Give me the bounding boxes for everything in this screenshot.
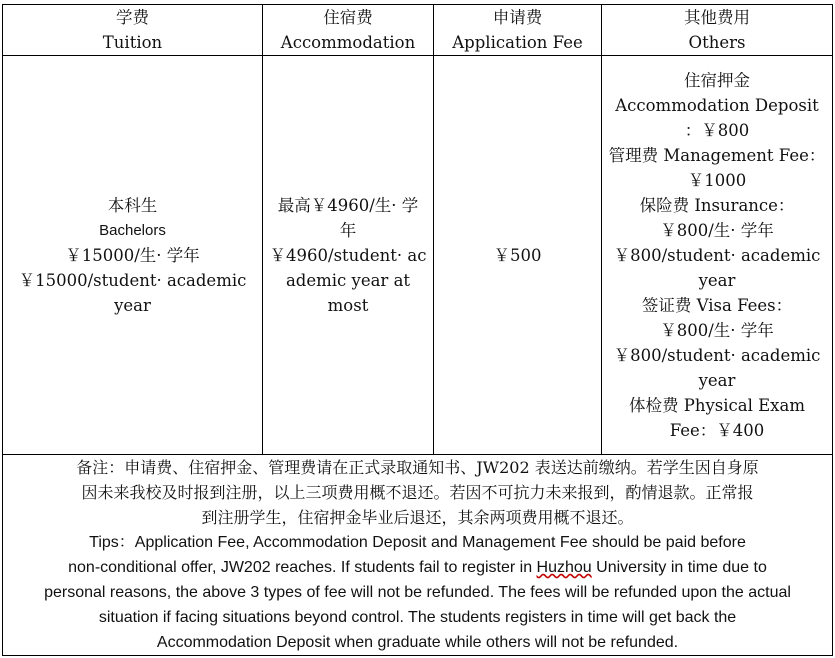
- header-accommodation-cn: 住宿费: [323, 8, 373, 27]
- others-line-10: 签证费 Visa Fees：: [641, 295, 793, 315]
- header-others-cn: 其他费用: [684, 8, 750, 27]
- application-fee-amount: ￥500: [493, 245, 542, 265]
- fee-row: [3, 56, 833, 455]
- note-en-line-4: situation if facing situations beyond control. The students registers in time will get back the: [98, 609, 737, 626]
- header-application-en: Application Fee: [452, 33, 583, 52]
- tuition-level-en: Bachelors: [99, 221, 166, 239]
- tuition-cell: [3, 56, 263, 455]
- header-tuition: [3, 5, 263, 56]
- tuition-amount-en: ￥15000/student· academic year: [18, 270, 247, 315]
- note-en-line-2-c: University in time due to: [591, 559, 767, 576]
- note-cn-line-3: 到注册学生，住宿押金毕业后退还，其余两项费用概不退还。: [201, 508, 634, 527]
- others-line-9: year: [698, 270, 736, 290]
- header-others: [602, 5, 833, 56]
- others-line-8: ￥800/student· academic: [613, 245, 821, 265]
- header-accommodation: [263, 5, 434, 56]
- accommodation-line-2: 年: [339, 220, 357, 240]
- others-line-14: 体检费 Physical Exam: [629, 395, 805, 415]
- note-cn-line-1: 备注：申请费、住宿押金、管理费请在正式录取通知书、JW202 表送达前缴纳。若学生因自身原: [76, 458, 759, 477]
- header-application-cn: 申请费: [492, 8, 543, 27]
- others-line-7: ￥800/生· 学年: [660, 220, 774, 240]
- others-line-15: Fee：￥400: [669, 420, 765, 440]
- others-line-4: 管理费 Management Fee：: [608, 145, 826, 165]
- note-en-line-1: Tips：Application Fee, Accommodation Deposit and Management Fee should be paid before: [89, 534, 746, 551]
- note-cell: [3, 455, 833, 656]
- note-row: [3, 455, 833, 656]
- others-line-1: 住宿押金: [684, 70, 750, 90]
- others-line-12: ￥800/student· academic: [613, 345, 821, 365]
- note-en-line-2-a: non-conditional offer, JW202 reaches. If students fail to register in: [68, 559, 537, 576]
- header-accommodation-en: Accommodation: [280, 33, 416, 52]
- others-cell: [602, 56, 833, 455]
- header-others-en: Others: [688, 33, 746, 52]
- tuition-level-cn: 本科生: [107, 195, 158, 215]
- application-fee-cell: [434, 56, 602, 455]
- others-line-3: ：￥800: [684, 120, 750, 140]
- others-line-11: ￥800/生· 学年: [660, 320, 774, 340]
- header-application-fee: [434, 5, 602, 56]
- others-line-6: 保险费 Insurance：: [639, 195, 795, 215]
- note-en-line-5: Accommodation Deposit when graduate while others will not be refunded.: [156, 634, 679, 651]
- note-en-line-2: [9, 555, 826, 580]
- header-row: [3, 5, 833, 56]
- others-line-2: Accommodation Deposit: [615, 95, 819, 115]
- accommodation-line-4: ademic year at most: [285, 270, 411, 315]
- accommodation-line-1: 最高￥4960/生· 学: [277, 195, 419, 215]
- tuition-amount-cn: ￥15000/生· 学年: [65, 245, 200, 265]
- accommodation-line-3: ￥4960/student· ac: [269, 245, 427, 265]
- note-cn-line-2: 因未来我校及时报到注册，以上三项费用概不退还。若因不可抗力未来报到，酌情退款。正常报: [81, 483, 754, 502]
- huzhou-word: Huzhou: [536, 559, 592, 576]
- header-tuition-en: Tuition: [102, 33, 163, 52]
- others-line-5: ￥1000: [687, 170, 747, 190]
- others-line-13: year: [698, 370, 736, 390]
- fee-table: [2, 4, 833, 656]
- accommodation-cell: [263, 56, 434, 455]
- header-tuition-cn: 学费: [116, 8, 149, 27]
- note-en-line-3: personal reasons, the above 3 types of fee will not be refunded. The fees will be refunded upon the actual: [44, 584, 791, 601]
